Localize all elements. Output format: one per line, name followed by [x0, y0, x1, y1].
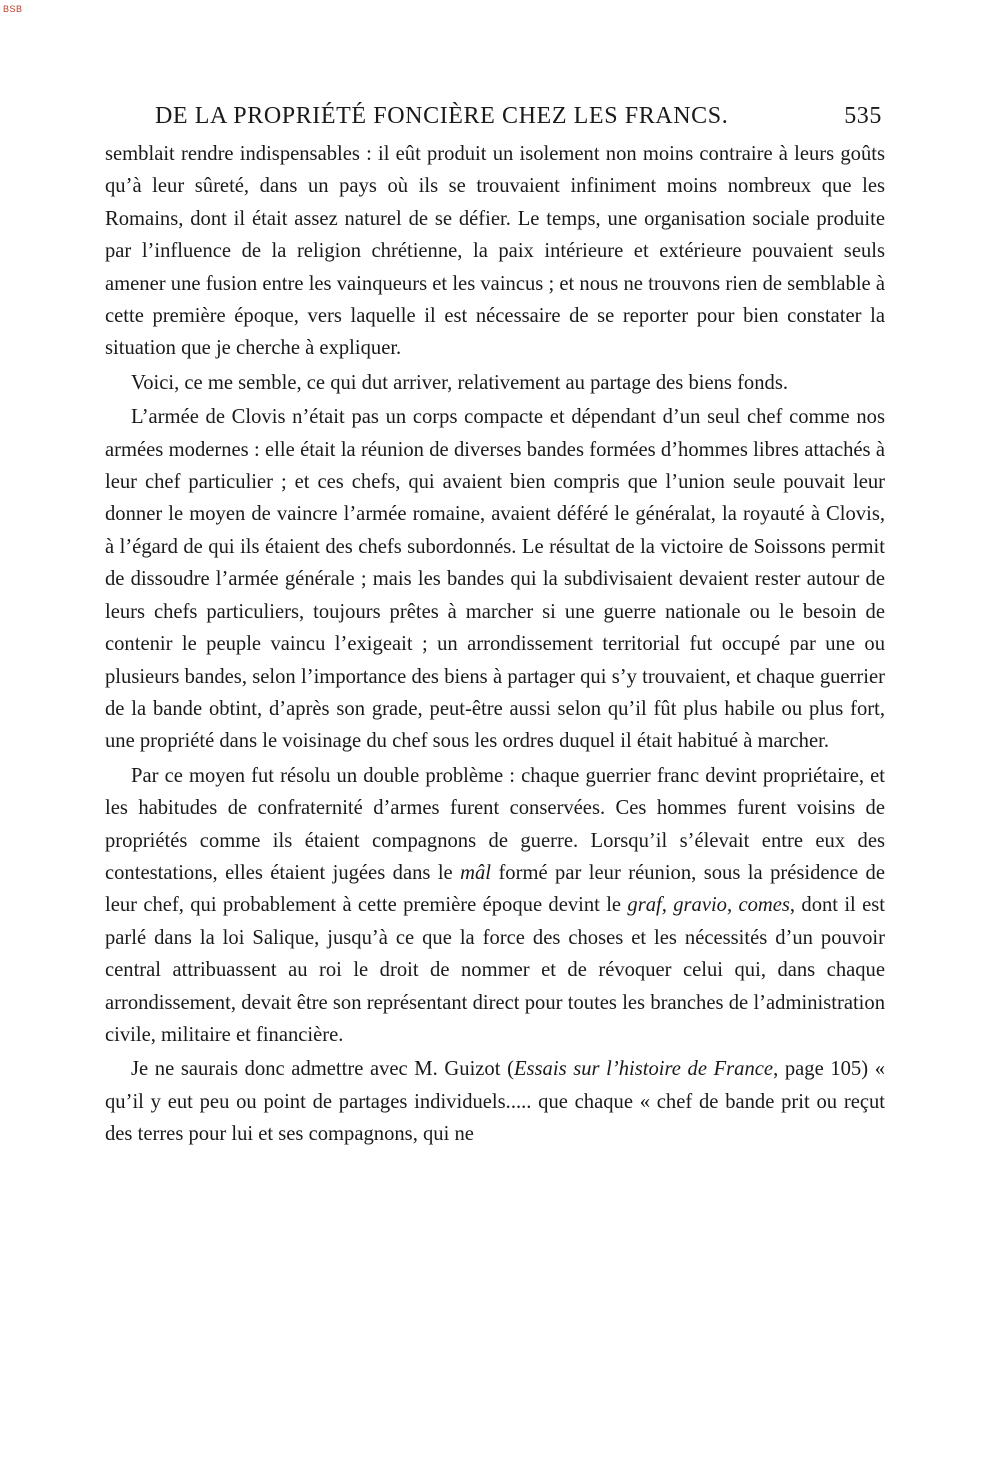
- italic-text: Essais sur l’histoire de France: [513, 1058, 774, 1081]
- text-run: Par ce moyen fut résolu un double problème : chaque guerrier franc devint propriétaire, et les habitudes de confraternité d’armes furent conservées. Ces hommes furent voisins de propriétés comme ils étaient compagnons de guerre. Lorsqu’il s’élevait entre eux des contestations, elles étaient jugées dans le: [105, 764, 885, 884]
- text-run: , page 105) « qu’il y eut peu ou point de partages individuels..... que chaque « chef de bande prit ou reçut des terres pour lui et ses compagnons, qui ne: [105, 1058, 886, 1146]
- italic-text: graf, gravio, comes: [627, 894, 790, 917]
- italic-text: mâl: [460, 861, 492, 884]
- body-text: [105, 138, 885, 1151]
- text-run: semblait rendre indispensables : il eût produit un isolement non moins contraire à leurs goûts qu’à leur sûreté, dans un pays où ils se trouvaient infiniment moins nombreux que les Romains, dont il était assez naturel de se défier. Le temps, une organisation sociale produite par l’influence de la religion chrétienne, la paix intérieure et extérieure pouvaient seuls amener une fusion entre les vainqueurs et les vaincus ; et nous ne trouvons rien de semblable à cette première époque, vers laquelle il est nécessaire de se reporter pour bien constater la situation que je cherche à expliquer.: [105, 143, 885, 360]
- running-header: [155, 100, 882, 132]
- running-title: DE LA PROPRIÉTÉ FONCIÈRE CHEZ LES FRANCS.: [155, 103, 729, 129]
- book-page: [105, 100, 885, 1151]
- text-run: formé par leur réunion, sous la présidence de leur chef, qui probablement à cette première époque devint le: [105, 861, 885, 917]
- text-run: Voici, ce me semble, ce qui dut arriver, relativement au partage des biens fonds.: [131, 371, 788, 394]
- page-number: 535: [844, 103, 882, 129]
- paragraph: [105, 138, 885, 365]
- paragraph: [105, 760, 885, 1052]
- library-stamp: BSB: [3, 4, 23, 14]
- text-run: L’armée de Clovis n’était pas un corps compacte et dépendant d’un seul chef comme nos armées modernes : elle était la réunion de diverses bandes formées d’hommes libres attachés à leur chef particulier ; et ces chefs, qui avaient bien compris que l’union seule pouvait leur donner le moyen de vaincre l’armée romaine, avaient déféré le généralat, la royauté à Clovis, à l’égard de qui ils étaient des chefs subordonnés. Le résultat de la victoire de Soissons permit de dissoudre l’armée générale ; mais les bandes qui la subdivisaient devaient rester autour de leurs chefs particuliers, toujours prêtes à marcher si une guerre nationale ou le besoin de contenir le peuple vaincu l’exigeait ; un arrondissement territorial fut occupé par une ou plusieurs bandes, selon l’importance des biens à partager qui s’y trouvaient, et chaque guerrier de la bande obtint, d’après son grade, peut-être aussi selon qu’il fût plus habile ou plus fort, une propriété dans le voisinage du chef sous les ordres duquel il était habitué à marcher.: [105, 406, 885, 753]
- paragraph: [105, 1053, 885, 1150]
- text-run: , dont il est parlé dans la loi Salique, jusqu’à ce que la force des choses et les nécessités d’un pouvoir central attribuassent au roi le droit de nommer et de révoquer celui qui, dans chaque arrondissement, devait être son représentant direct pour toutes les branches de l’administration civile, militaire et financière.: [105, 894, 885, 1046]
- paragraph: [105, 401, 885, 757]
- text-run: Je ne saurais donc admettre avec M. Guizot (: [131, 1058, 514, 1081]
- paragraph: [105, 367, 885, 399]
